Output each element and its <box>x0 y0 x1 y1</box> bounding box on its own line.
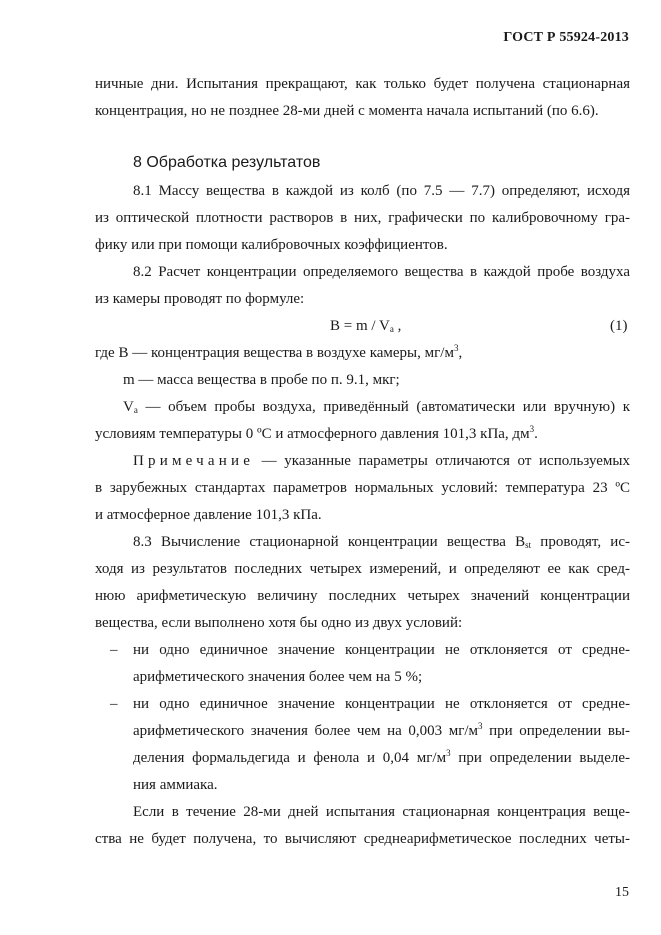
text-line <box>95 424 630 444</box>
text-line <box>133 721 630 741</box>
text-line: Если в течение 28-ми дней испытания стационарная концентрация веще- <box>133 804 630 820</box>
text-line: 8.2 Расчет концентрации определяемого вещества в каждой пробе воздуха <box>133 264 630 280</box>
text-line: ния аммиака. <box>133 777 218 793</box>
text-line: фику или при помощи калибровочных коэффициентов. <box>95 237 448 253</box>
text-segment: арифметического значения более чем на 0,003 мг/м <box>133 723 479 739</box>
list-item: ни одно единичное значение концентрации не отклоняется от средне- <box>133 642 630 658</box>
variable-v: V <box>123 399 134 415</box>
text-line: из оптической плотности растворов в них, графически по калибровочному гра- <box>95 210 630 226</box>
text-segment: проводят, ис- <box>531 534 630 550</box>
subscript: a <box>133 405 138 415</box>
text-line: из камеры проводят по формуле: <box>95 291 305 307</box>
text-line: в зарубежных стандартах параметров нормальных условий: температура 23 ºC <box>95 480 630 496</box>
text-line: арифметического значения более чем на 5 %; <box>133 669 423 685</box>
text-line <box>133 532 630 552</box>
text-line: нюю арифметическую величину последних четырех значений концентрации <box>95 588 630 604</box>
page-number: 15 <box>615 885 629 900</box>
list-item: ни одно единичное значение концентрации не отклоняется от средне- <box>133 696 630 712</box>
text-line: и атмосферное давление 101,3 кПа. <box>95 507 322 523</box>
text-line: вещества, если выполнено хотя бы одно из двух условий: <box>95 615 463 631</box>
definition-v <box>123 397 630 417</box>
text-line: концентрация, но не позднее 28-ми дней с момента начала испытаний (по 6.6). <box>95 103 599 119</box>
definition-b-text: где B — концентрация вещества в воздухе камеры, мг/м <box>95 345 454 361</box>
text-line: ничные дни. Испытания прекращают, как только будет получена стационарная <box>95 76 630 92</box>
formula-lhs: B = m / V <box>330 318 390 334</box>
definition-m: m — масса вещества в пробе по п. 9.1, мкг; <box>123 372 400 388</box>
formula-tail: , <box>393 318 402 334</box>
text-line: ства не будет получена, то вычисляют среднеарифметическое последних четы- <box>95 831 630 847</box>
formula-subscript: a <box>389 324 394 334</box>
superscript: 3 <box>453 343 459 353</box>
standard-code: ГОСТ Р 55924-2013 <box>503 30 629 45</box>
formula <box>330 316 401 336</box>
note-line <box>133 451 630 471</box>
text-line <box>133 748 630 768</box>
note-text: — указанные параметры отличаются от используемых <box>254 453 630 469</box>
note-label: Примечание <box>133 453 255 469</box>
text-segment: при определении вы- <box>482 723 630 739</box>
definition-b <box>95 343 630 363</box>
definition-v-text: — объем пробы воздуха, приведённый (автоматически или вручную) к <box>137 399 630 415</box>
text-line: ходя из результатов последних четырех измерений, и определяют ее как сред- <box>95 561 630 577</box>
section-heading: 8 Обработка результатов <box>133 154 321 171</box>
equation-number: (1) <box>610 318 628 334</box>
punctuation: . <box>534 426 538 442</box>
superscript: 3 <box>478 721 483 731</box>
text-segment: деления формальдегида и фенола и 0,04 мг/м <box>133 750 447 766</box>
text-segment: 8.3 Вычисление стационарной концентрации вещества B <box>133 534 526 550</box>
bullet-marker: – <box>110 696 118 712</box>
text-line: 8.1 Массу вещества в каждой из колб (по 7.5 — 7.7) определяют, исходя <box>133 183 630 199</box>
superscript: 3 <box>446 748 451 758</box>
superscript: 3 <box>529 424 535 434</box>
punctuation: , <box>458 345 463 361</box>
subscript: st <box>525 540 532 550</box>
text-segment: условиям температуры 0 ºC и атмосферного давления 101,3 кПа, дм <box>95 426 530 442</box>
bullet-marker: – <box>110 642 118 658</box>
text-segment: при определении выделе- <box>450 750 630 766</box>
